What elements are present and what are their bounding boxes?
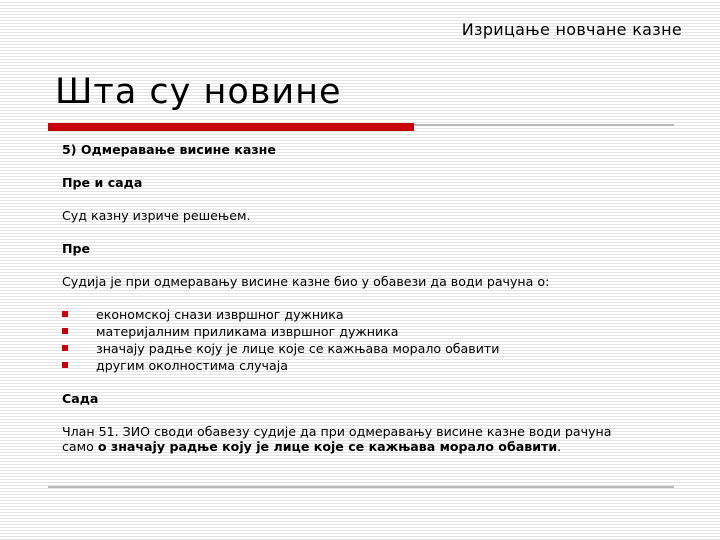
- now-label: Сада: [62, 391, 99, 406]
- bottom-rule: [48, 486, 674, 488]
- list-item: [62, 340, 682, 357]
- title-underline-red: [48, 123, 414, 131]
- bullet-square-icon: [62, 362, 68, 368]
- criteria-list: [62, 306, 682, 374]
- article-text: [62, 424, 682, 454]
- court-decision-text: Суд казну изриче решењем.: [62, 208, 251, 223]
- article-text-suffix: .: [557, 439, 562, 454]
- before-and-now-heading: Пре и сада: [62, 175, 143, 190]
- before-label: Пре: [62, 241, 91, 256]
- title-underline-gray: [414, 124, 674, 126]
- list-item-text: значају радње коју је лице које се кажњава морало обавити: [96, 341, 500, 356]
- article-text-bold: о значају радње коју је лице које се кажњава морало обавити: [97, 439, 558, 454]
- list-item-text: економској снази извршног дужника: [96, 307, 344, 322]
- list-item-text: другим околностима случаја: [96, 358, 288, 373]
- bullet-square-icon: [62, 311, 68, 317]
- list-item: [62, 306, 682, 323]
- list-item: [62, 323, 682, 340]
- judge-obligation-text: Судија је при одмеравању висине казне био у обавези да води рачуна о:: [62, 274, 550, 289]
- bullet-square-icon: [62, 345, 68, 351]
- list-item-text: материјалним приликама извршног дужника: [96, 324, 399, 339]
- header-title: Изрицање новчане казне: [461, 20, 682, 39]
- article-text-prefix: само: [62, 439, 98, 454]
- bullet-square-icon: [62, 328, 68, 334]
- list-item: [62, 357, 682, 374]
- slide-title: Шта су новине: [55, 72, 342, 112]
- section-heading: 5) Одмеравање висине казне: [62, 142, 276, 157]
- slide-content: [62, 142, 682, 454]
- article-text-line1: Члан 51. ЗИО своди обавезу судије да при одмеравању висине казне води рачуна: [62, 424, 612, 439]
